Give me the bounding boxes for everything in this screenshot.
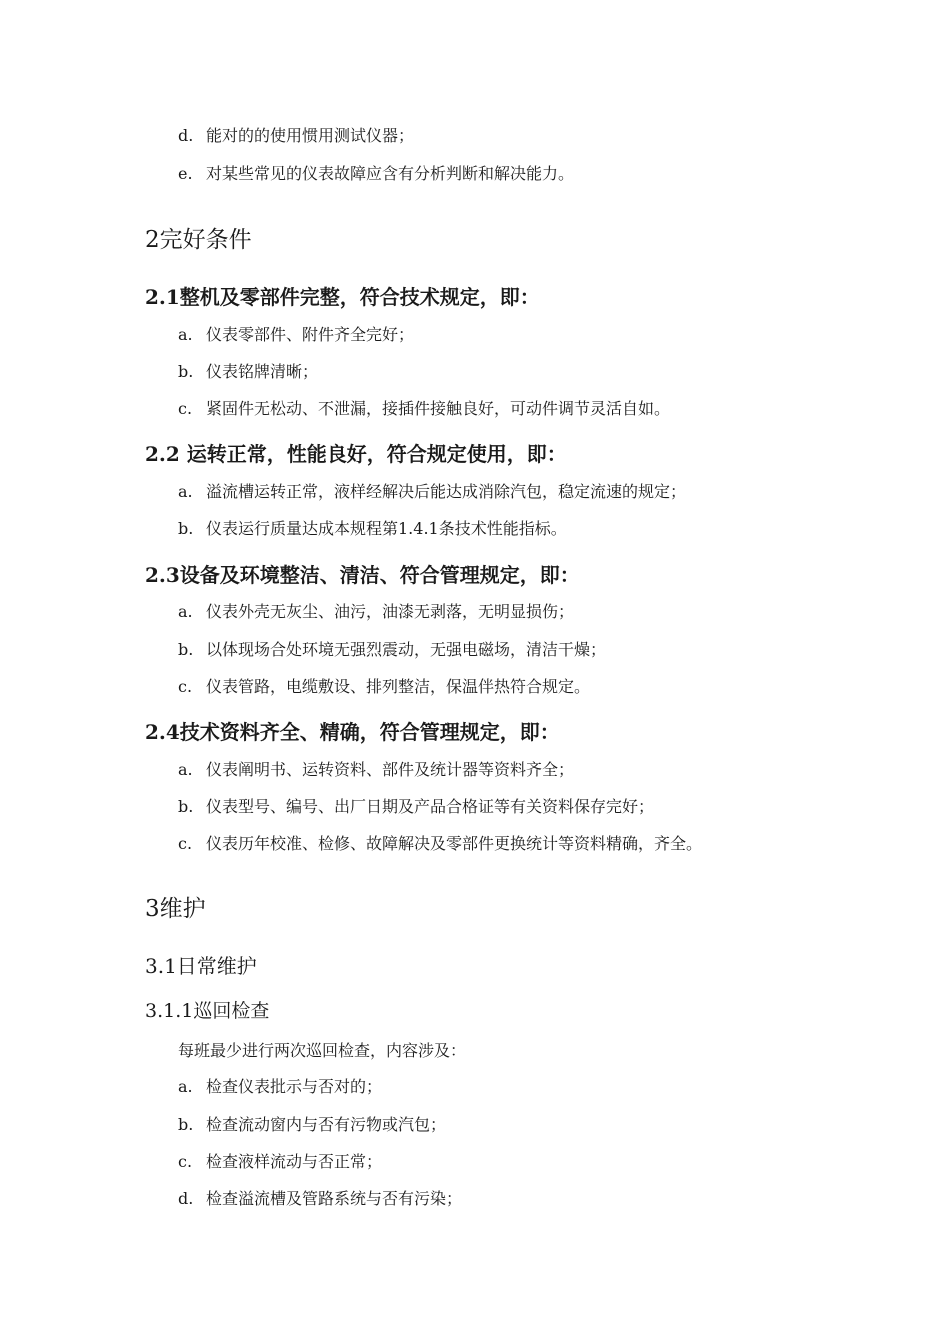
- list-marker: c.: [178, 399, 193, 418]
- list-item: [178, 1151, 382, 1173]
- list-marker: c.: [178, 677, 193, 696]
- list-text: 仪表运行质量达成本规程第1.4.1条技术性能指标。: [206, 519, 567, 538]
- list-marker: c.: [178, 1152, 193, 1171]
- list-marker: b.: [178, 640, 194, 659]
- subsection-heading: 2.4技术资料齐全、精确，符合管理规定，即：: [145, 720, 560, 744]
- list-item: [178, 1188, 462, 1210]
- list-item: [178, 481, 686, 503]
- list-marker: b.: [178, 1115, 194, 1134]
- list-marker: a.: [178, 1077, 193, 1096]
- list-item: [178, 676, 590, 698]
- list-item: [178, 759, 574, 781]
- list-text: 仪表管路，电缆敷设、排列整洁，保温伴热符合规定。: [206, 677, 591, 696]
- list-text: 仪表外壳无灰尘、油污，油漆无剥落，无明显损伤；: [206, 602, 575, 621]
- list-item: [178, 518, 567, 540]
- list-text: 仪表阐明书、运转资料、部件及统计器等资料齐全；: [206, 760, 575, 779]
- list-item: [178, 1114, 446, 1136]
- list-marker: a.: [178, 760, 193, 779]
- section-heading: 3维护: [145, 896, 206, 922]
- list-text: 对某些常见的仪表故障应含有分析判断和解决能力。: [206, 164, 575, 183]
- list-marker: d.: [178, 1189, 194, 1208]
- list-item: [178, 361, 318, 383]
- list-item: [178, 125, 414, 147]
- list-text: 仪表零部件、附件齐全完好；: [206, 325, 415, 344]
- list-item: [178, 398, 670, 420]
- list-item: [178, 601, 574, 623]
- list-text: 仪表历年校准、检修、故障解决及零部件更换统计等资料精确，齐全。: [206, 834, 703, 853]
- paragraph: 每班最少进行两次巡回检查，内容涉及：: [178, 1041, 467, 1060]
- list-item: [178, 324, 414, 346]
- list-marker: a.: [178, 602, 193, 621]
- list-text: 仪表铭牌清晰；: [206, 362, 319, 381]
- list-marker: b.: [178, 519, 194, 538]
- list-item: [178, 796, 654, 818]
- list-marker: b.: [178, 362, 194, 381]
- list-text: 紧固件无松动、不泄漏，接插件接触良好，可动件调节灵活自如。: [206, 399, 671, 418]
- list-text: 仪表型号、编号、出厂日期及产品合格证等有关资料保存完好；: [206, 797, 655, 816]
- list-marker: a.: [178, 325, 193, 344]
- list-text: 检查溢流槽及管路系统与否有污染；: [206, 1189, 463, 1208]
- subsection-heading: 3.1日常维护: [145, 954, 257, 978]
- list-text: 能对的的使用惯用测试仪器；: [206, 126, 415, 145]
- subsection-heading: 2.1整机及零部件完整，符合技术规定，即：: [145, 285, 540, 309]
- subsection-heading: 2.2 运转正常，性能良好，符合规定使用，即：: [145, 442, 567, 466]
- list-marker: a.: [178, 482, 193, 501]
- list-item: [178, 1076, 382, 1098]
- subsection-heading: 2.3设备及环境整洁、清洁、符合管理规定，即：: [145, 563, 580, 587]
- list-item: [178, 163, 574, 185]
- list-text: 溢流槽运转正常，液样经解决后能达成消除汽包，稳定流速的规定；: [206, 482, 687, 501]
- list-item: [178, 639, 606, 661]
- list-marker: e.: [178, 164, 193, 183]
- list-text: 检查仪表批示与否对的；: [206, 1077, 383, 1096]
- section-heading: 2完好条件: [145, 227, 252, 253]
- list-text: 以体现场合处环境无强烈震动，无强电磁场，清洁干燥；: [206, 640, 607, 659]
- subsubsection-heading: 3.1.1巡回检查: [145, 1000, 270, 1022]
- list-marker: b.: [178, 797, 194, 816]
- list-marker: d.: [178, 126, 194, 145]
- list-text: 检查液样流动与否正常；: [206, 1152, 383, 1171]
- list-marker: c.: [178, 834, 193, 853]
- list-item: [178, 833, 702, 855]
- list-text: 检查流动窗内与否有污物或汽包；: [206, 1115, 447, 1134]
